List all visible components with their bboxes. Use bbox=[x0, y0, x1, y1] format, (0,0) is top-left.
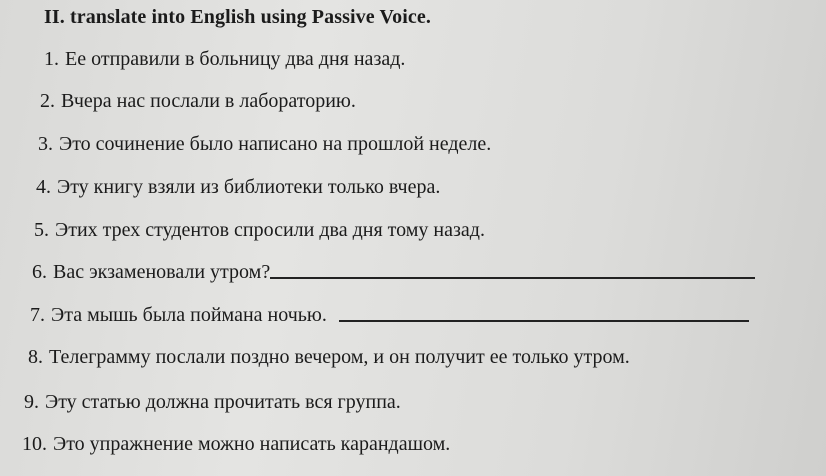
list-item bbox=[40, 90, 356, 113]
item-text: Это сочинение было написано на прошлой неделе. bbox=[59, 133, 492, 155]
list-item bbox=[36, 176, 440, 199]
list-item bbox=[30, 304, 749, 327]
exercise-heading: II. translate into English using Passive Voice. bbox=[44, 6, 431, 28]
item-number: 5. bbox=[34, 219, 49, 241]
item-text: Ее отправили в больницу два дня назад. bbox=[65, 48, 406, 70]
answer-blank-line bbox=[339, 319, 749, 322]
item-number: 9. bbox=[24, 391, 39, 413]
item-text: Эта мышь была поймана ночью. bbox=[51, 304, 327, 326]
list-item bbox=[44, 48, 405, 71]
list-item bbox=[24, 391, 401, 414]
item-text: Эту статью должна прочитать вся группа. bbox=[45, 391, 401, 413]
item-number: 2. bbox=[40, 90, 55, 112]
item-number: 1. bbox=[44, 48, 59, 70]
item-text: Вас экзаменовали утром? bbox=[53, 261, 271, 283]
item-text: Вчера нас послали в лабораторию. bbox=[61, 90, 356, 112]
list-item bbox=[22, 433, 450, 456]
item-number: 6. bbox=[32, 261, 47, 283]
item-text: Это упражнение можно написать карандашом. bbox=[53, 433, 451, 455]
list-item bbox=[32, 261, 755, 284]
list-item bbox=[38, 133, 491, 156]
answer-blank-line bbox=[270, 276, 755, 279]
item-number: 10. bbox=[22, 433, 47, 455]
item-number: 7. bbox=[30, 304, 45, 326]
item-number: 3. bbox=[38, 133, 53, 155]
list-item bbox=[28, 346, 630, 369]
item-text: Телеграмму послали поздно вечером, и он получит ее только утром. bbox=[49, 346, 630, 368]
item-text: Эту книгу взяли из библиотеки только вчера. bbox=[57, 176, 441, 198]
item-text: Этих трех студентов спросили два дня тому назад. bbox=[55, 219, 485, 241]
list-item bbox=[34, 219, 485, 242]
item-number: 8. bbox=[28, 346, 43, 368]
item-number: 4. bbox=[36, 176, 51, 198]
